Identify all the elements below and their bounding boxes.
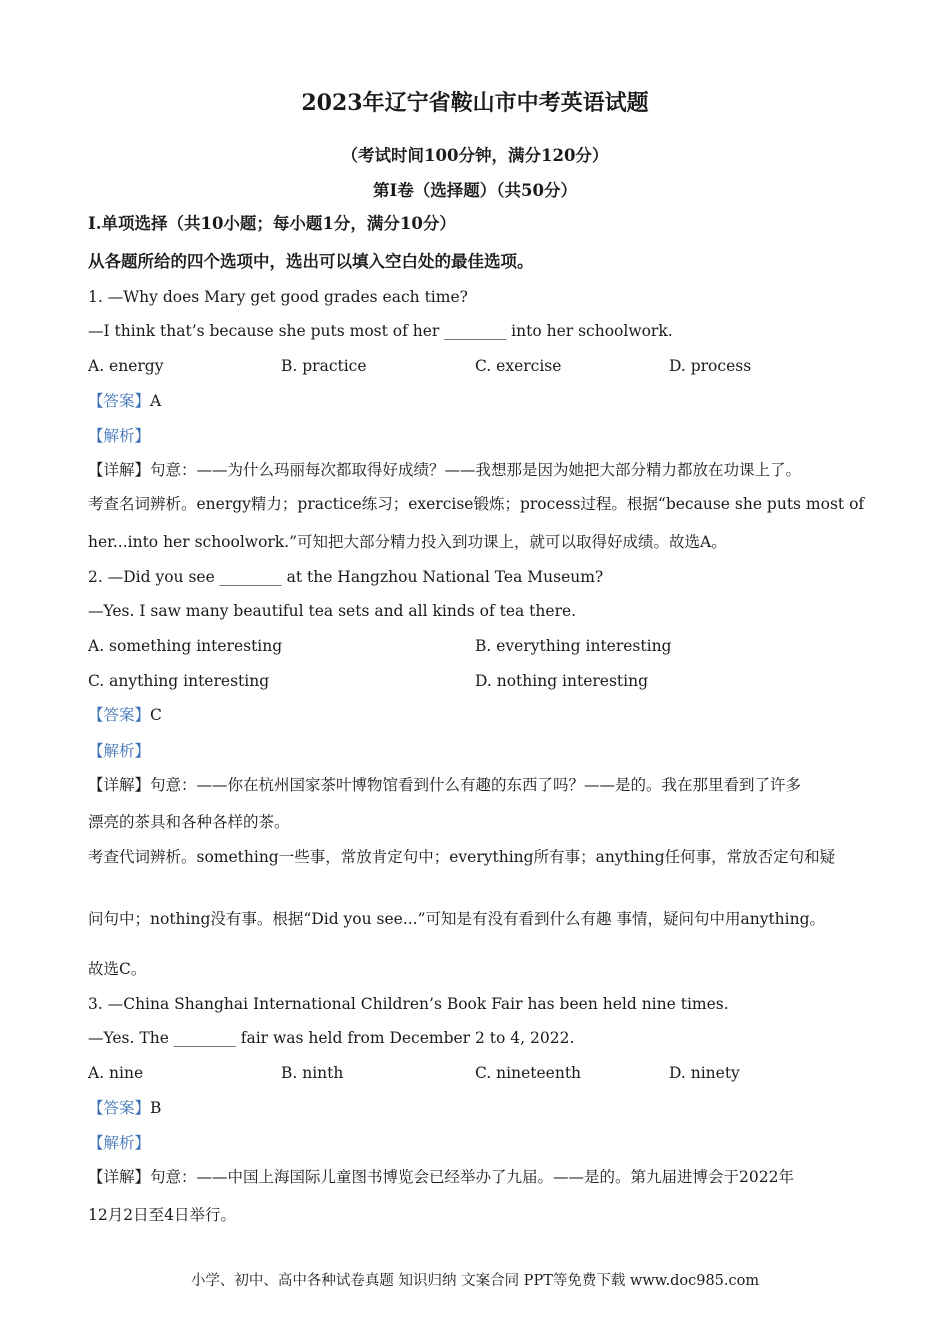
q2-detail-5: 故选C。 bbox=[88, 960, 147, 978]
q1-answer-value: A bbox=[150, 392, 162, 410]
q2-detail-4: 问句中；nothing没有事。根据“Did you see...”可知是有没有看到什么有趣 事情，疑问句中用anything。 bbox=[88, 910, 826, 928]
q1-question: 1. —Why does Mary get good grades each time? bbox=[88, 288, 468, 306]
q3-detail-2: 12月2日至4日举行。 bbox=[88, 1206, 236, 1224]
q1-detail-1: 【详解】句意：——为什么玛丽每次都取得好成绩？——我想那是因为她把大部分精力都放在功课上了。 bbox=[88, 461, 802, 479]
q3-question: 3. —China Shanghai International Children’s Book Fair has been held nine times. bbox=[88, 995, 729, 1013]
q3-answer bbox=[88, 1098, 161, 1118]
exam-info: （考试时间100分钟，满分120分） bbox=[341, 146, 609, 165]
q1-response: —I think that’s because she puts most of her ________ into her schoolwork. bbox=[88, 322, 673, 340]
answer-label: 【答案】 bbox=[88, 1099, 151, 1117]
q3-option-d: D. ninety bbox=[669, 1064, 740, 1082]
q2-answer bbox=[88, 705, 162, 725]
q2-answer-value: C bbox=[150, 706, 162, 724]
q3-response: —Yes. The ________ fair was held from December 2 to 4, 2022. bbox=[88, 1029, 575, 1047]
instruction: 从各题所给的四个选项中，选出可以填入空白处的最佳选项。 bbox=[88, 252, 534, 271]
q3-option-b: B. ninth bbox=[281, 1064, 344, 1082]
q1-analysis-label: 【解析】 bbox=[88, 427, 151, 445]
q3-detail-1: 【详解】句意：——中国上海国际儿童图书博览会已经举办了九届。——是的。第九届进博会于2022年 bbox=[88, 1168, 794, 1186]
q2-option-b: B. everything interesting bbox=[475, 637, 672, 655]
q2-option-a: A. something interesting bbox=[88, 637, 283, 655]
q2-option-c: C. anything interesting bbox=[88, 672, 270, 690]
q3-option-a: A. nine bbox=[88, 1064, 144, 1082]
q1-option-d: D. process bbox=[669, 357, 752, 375]
q3-answer-value: B bbox=[150, 1099, 162, 1117]
q1-detail-3: her...into her schoolwork.”可知把大部分精力投入到功课上，就可以取得好成绩。故选A。 bbox=[88, 533, 727, 551]
answer-label: 【答案】 bbox=[88, 706, 151, 724]
answer-label: 【答案】 bbox=[88, 392, 151, 410]
part-title: 第I卷（选择题）（共50分） bbox=[373, 181, 577, 200]
page-footer: 小学、初中、高中各种试卷真题 知识归纳 文案合同 PPT等免费下载 www.doc985.com bbox=[190, 1273, 760, 1289]
q3-analysis-label: 【解析】 bbox=[88, 1134, 151, 1152]
section-title: I.单项选择（共10小题；每小题1分，满分10分） bbox=[88, 214, 456, 233]
q2-response: —Yes. I saw many beautiful tea sets and all kinds of tea there. bbox=[88, 602, 577, 620]
q2-option-d: D. nothing interesting bbox=[475, 672, 649, 690]
q2-detail-1: 【详解】句意：——你在杭州国家茶叶博物馆看到什么有趣的东西了吗？——是的。我在那里看到了许多 bbox=[88, 776, 802, 794]
q2-detail-2: 漂亮的茶具和各种各样的茶。 bbox=[88, 813, 290, 831]
q2-detail-3: 考查代词辨析。something一些事，常放肯定句中；everything所有事；anything任何事，常放否定句和疑 bbox=[88, 848, 836, 866]
q1-option-c: C. exercise bbox=[475, 357, 562, 375]
q2-question: 2. —Did you see ________ at the Hangzhou National Tea Museum? bbox=[88, 568, 604, 586]
q1-detail-2: 考查名词辨析。energy精力；practice练习；exercise锻炼；process过程。根据“because she puts most of bbox=[88, 495, 865, 513]
q2-analysis-label: 【解析】 bbox=[88, 742, 151, 760]
q1-answer bbox=[88, 391, 161, 411]
q1-option-b: B. practice bbox=[281, 357, 367, 375]
q1-option-a: A. energy bbox=[88, 357, 164, 375]
page-title: 2023年辽宁省鞍山市中考英语试题 bbox=[301, 90, 649, 116]
q3-option-c: C. nineteenth bbox=[475, 1064, 582, 1082]
